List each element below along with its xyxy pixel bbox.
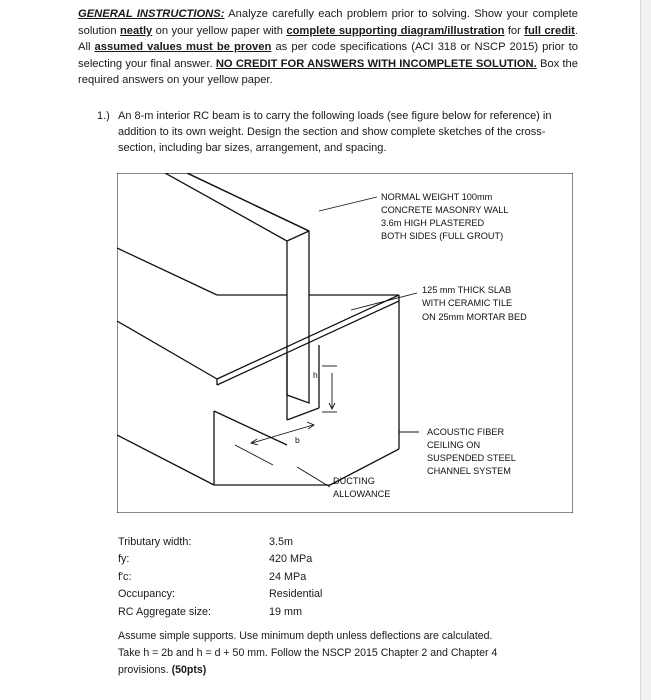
no-credit-emphasis: NO CREDIT FOR ANSWERS WITH INCOMPLETE SOLUTION.	[215, 57, 537, 70]
svg-text:SUSPENDED STEEL: SUSPENDED STEEL	[427, 453, 516, 463]
beam-figure	[117, 173, 573, 513]
property-row: Occupancy: Residential	[118, 588, 323, 601]
instructions-heading: GENERAL INSTRUCTIONS:	[78, 8, 225, 20]
given-properties	[118, 534, 378, 621]
property-row: fy: 420 MPa	[118, 553, 313, 566]
svg-text:ACOUSTIC FIBER: ACOUSTIC FIBER	[427, 427, 505, 437]
assumed-values-emphasis: assumed values must be proven	[94, 41, 272, 54]
page-edge	[640, 0, 651, 700]
svg-text:WITH CERAMIC TILE: WITH CERAMIC TILE	[422, 298, 513, 308]
dim-h-label: h	[313, 370, 318, 380]
svg-text:CONCRETE MASONRY WALL: CONCRETE MASONRY WALL	[381, 205, 509, 215]
svg-text:DUCTING: DUCTING	[333, 476, 375, 486]
problem-text: An 8-m interior RC beam is to carry the following loads (see figure below for reference) in addition to its own weight. Design the section and show complete sketches of the cross-section, including bar sizes, arrangement, and spacing.	[118, 110, 552, 154]
complete-supporting-emphasis: complete supporting diagram/illustration	[286, 24, 505, 37]
svg-text:BOTH SIDES (FULL GROUT): BOTH SIDES (FULL GROUT)	[381, 231, 504, 241]
general-instructions: GENERAL INSTRUCTIONS: Analyze carefully each problem prior to solving. Show your complete solution neatly on your yellow paper with complete supporting diagram/illustration for full credit. All assumed values must be proven as per code specifications (ACI 318 or NSCP 2015) prior to selecting your final answer. NO CREDIT FOR ANSWERS WITH INCOMPLETE SOLUTION. Box the required answers on your yellow paper.	[78, 8, 578, 87]
neatly-emphasis: neatly	[119, 24, 153, 37]
svg-text:125 mm THICK SLAB: 125 mm THICK SLAB	[422, 285, 512, 295]
problem-number: 1.)	[97, 110, 110, 122]
svg-text:ALLOWANCE: ALLOWANCE	[333, 489, 391, 499]
problem-statement	[97, 108, 577, 156]
svg-text:CHANNEL SYSTEM: CHANNEL SYSTEM	[427, 466, 511, 476]
full-credit-emphasis: full credit	[524, 24, 575, 37]
points-value: (50pts)	[171, 664, 207, 677]
svg-text:CEILING ON: CEILING ON	[427, 440, 481, 450]
property-row: f'c: 24 MPa	[118, 570, 307, 583]
svg-text:NORMAL WEIGHT 100mm: NORMAL WEIGHT 100mm	[381, 192, 493, 202]
dim-b-label: b	[295, 435, 300, 445]
svg-text:3.6m HIGH PLASTERED: 3.6m HIGH PLASTERED	[381, 218, 485, 228]
svg-text:ON 25mm MORTAR BED: ON 25mm MORTAR BED	[422, 312, 527, 322]
property-row: RC Aggregate size: 19 mm	[118, 605, 302, 618]
design-notes: Assume simple supports. Use minimum depth unless deflections are calculated. Take h = 2b and h = d + 50 mm. Follow the NSCP 2015 Chapter 2 and Chapter 4 provisions. (50pts)	[118, 630, 498, 677]
property-row: Tributary width: 3.5m	[118, 536, 294, 548]
